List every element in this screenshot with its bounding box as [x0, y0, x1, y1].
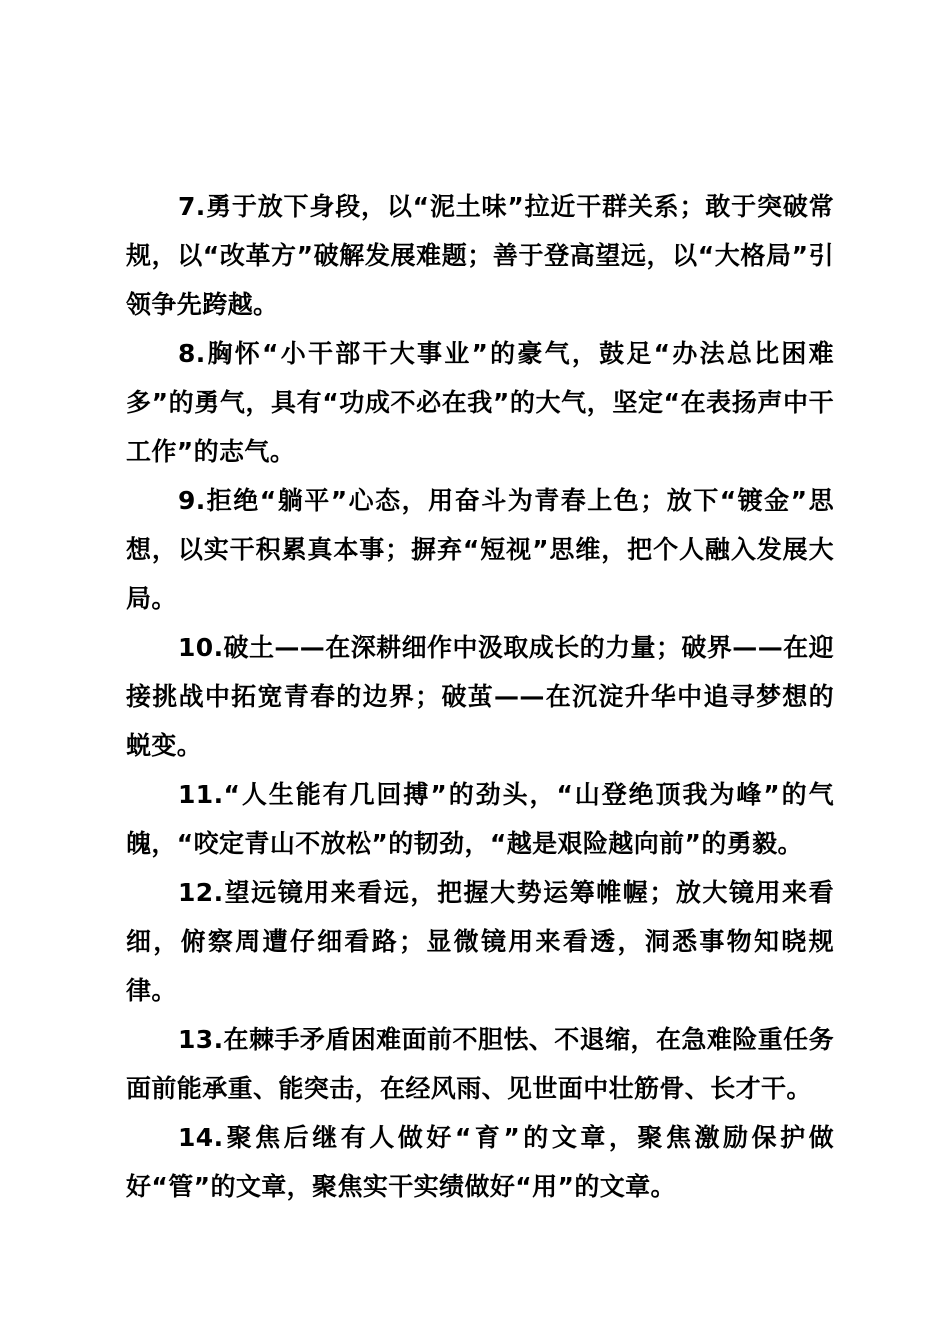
paragraph-12: 12.望远镜用来看远，把握大势运筹帷幄；放大镜用来看细，俯察周遭仔细看路；显微镜用来看透，洞悉事物知晓规律。: [126, 878, 834, 1005]
paragraph-10: 10.破土——在深耕细作中汲取成长的力量；破界——在迎接挑战中拓宽青春的边界；破茧——在沉淀升华中追寻梦想的蜕变。: [126, 633, 834, 760]
paragraph-13: 13.在棘手矛盾困难面前不胆怯、不退缩，在急难险重任务面前能承重、能突击，在经风雨、见世面中壮筋骨、长才干。: [126, 1025, 834, 1103]
document-body: [126, 182, 834, 1211]
paragraph-7: 7.勇于放下身段，以“泥土味”拉近干群关系；敢于突破常规，以“改革方”破解发展难题；善于登高望远，以“大格局”引领争先跨越。: [126, 192, 834, 319]
paragraph-8: 8.胸怀“小干部干大事业”的豪气，鼓足“办法总比困难多”的勇气，具有“功成不必在我”的大气，坚定“在表扬声中干工作”的志气。: [126, 339, 834, 466]
paragraph-11: 11.“人生能有几回搏”的劲头，“山登绝顶我为峰”的气魄，“咬定青山不放松”的韧劲，“越是艰险越向前”的勇毅。: [126, 780, 834, 858]
paragraph-14: 14.聚焦后继有人做好“育”的文章，聚焦激励保护做好“管”的文章，聚焦实干实绩做好“用”的文章。: [126, 1123, 834, 1201]
paragraph-9: 9.拒绝“躺平”心态，用奋斗为青春上色；放下“镀金”思想，以实干积累真本事；摒弃“短视”思维，把个人融入发展大局。: [126, 486, 834, 613]
